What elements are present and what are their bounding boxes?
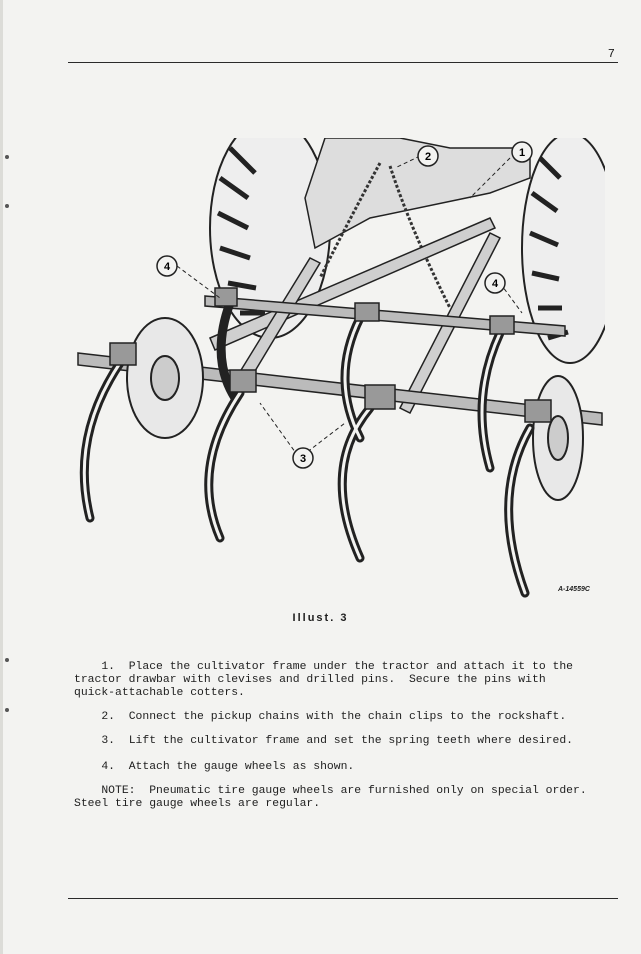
right-gauge-wheel <box>533 376 583 500</box>
instruction-text: Lift the cultivator frame and set the spring teeth where desired. <box>128 735 573 747</box>
punch-mark <box>5 155 9 159</box>
instruction-number: 2. <box>101 711 116 723</box>
callout-label: 2 <box>424 151 432 163</box>
callout-4 <box>485 273 505 293</box>
note <box>74 785 614 811</box>
instruction-text: Connect the pickup chains with the chain clips to the rockshaft. <box>128 711 567 723</box>
footer-rule <box>68 898 618 899</box>
callout-label: 3 <box>299 453 307 465</box>
instruction-3 <box>74 735 614 748</box>
figure-caption: Illust. 3 <box>292 612 349 624</box>
note-text: Pneumatic tire gauge wheels are furnished only on special order. Steel tire gauge wheels are regular. <box>74 785 587 810</box>
callout-3 <box>293 448 313 468</box>
callout-1 <box>512 142 532 162</box>
punch-mark <box>5 204 9 208</box>
figure-code: A-14559C <box>558 586 590 593</box>
callout-label: 4 <box>491 278 499 290</box>
callout-label: 1 <box>518 147 526 159</box>
punch-mark <box>5 708 9 712</box>
instruction-number: 3. <box>101 735 116 747</box>
instruction-2 <box>74 711 614 724</box>
page-number: 7 <box>607 47 615 61</box>
instruction-text: Place the cultivator frame under the tractor and attach it to the tractor drawbar with clevises and drilled pins. Secure the pins with quick-attachable cotters. <box>74 661 573 699</box>
left-gauge-wheel <box>127 318 203 438</box>
callout-label: 4 <box>163 261 171 273</box>
instruction-4 <box>74 761 614 774</box>
callout-4 <box>157 256 177 276</box>
header-rule <box>68 62 618 63</box>
instruction-number: 1. <box>101 661 116 673</box>
cultivator-illustration <box>70 138 605 608</box>
punch-mark <box>5 658 9 662</box>
note-label: NOTE: <box>101 785 136 797</box>
callout-2 <box>418 146 438 166</box>
instruction-text: Attach the gauge wheels as shown. <box>128 761 355 773</box>
instruction-number: 4. <box>101 761 116 773</box>
instruction-1 <box>74 661 614 700</box>
